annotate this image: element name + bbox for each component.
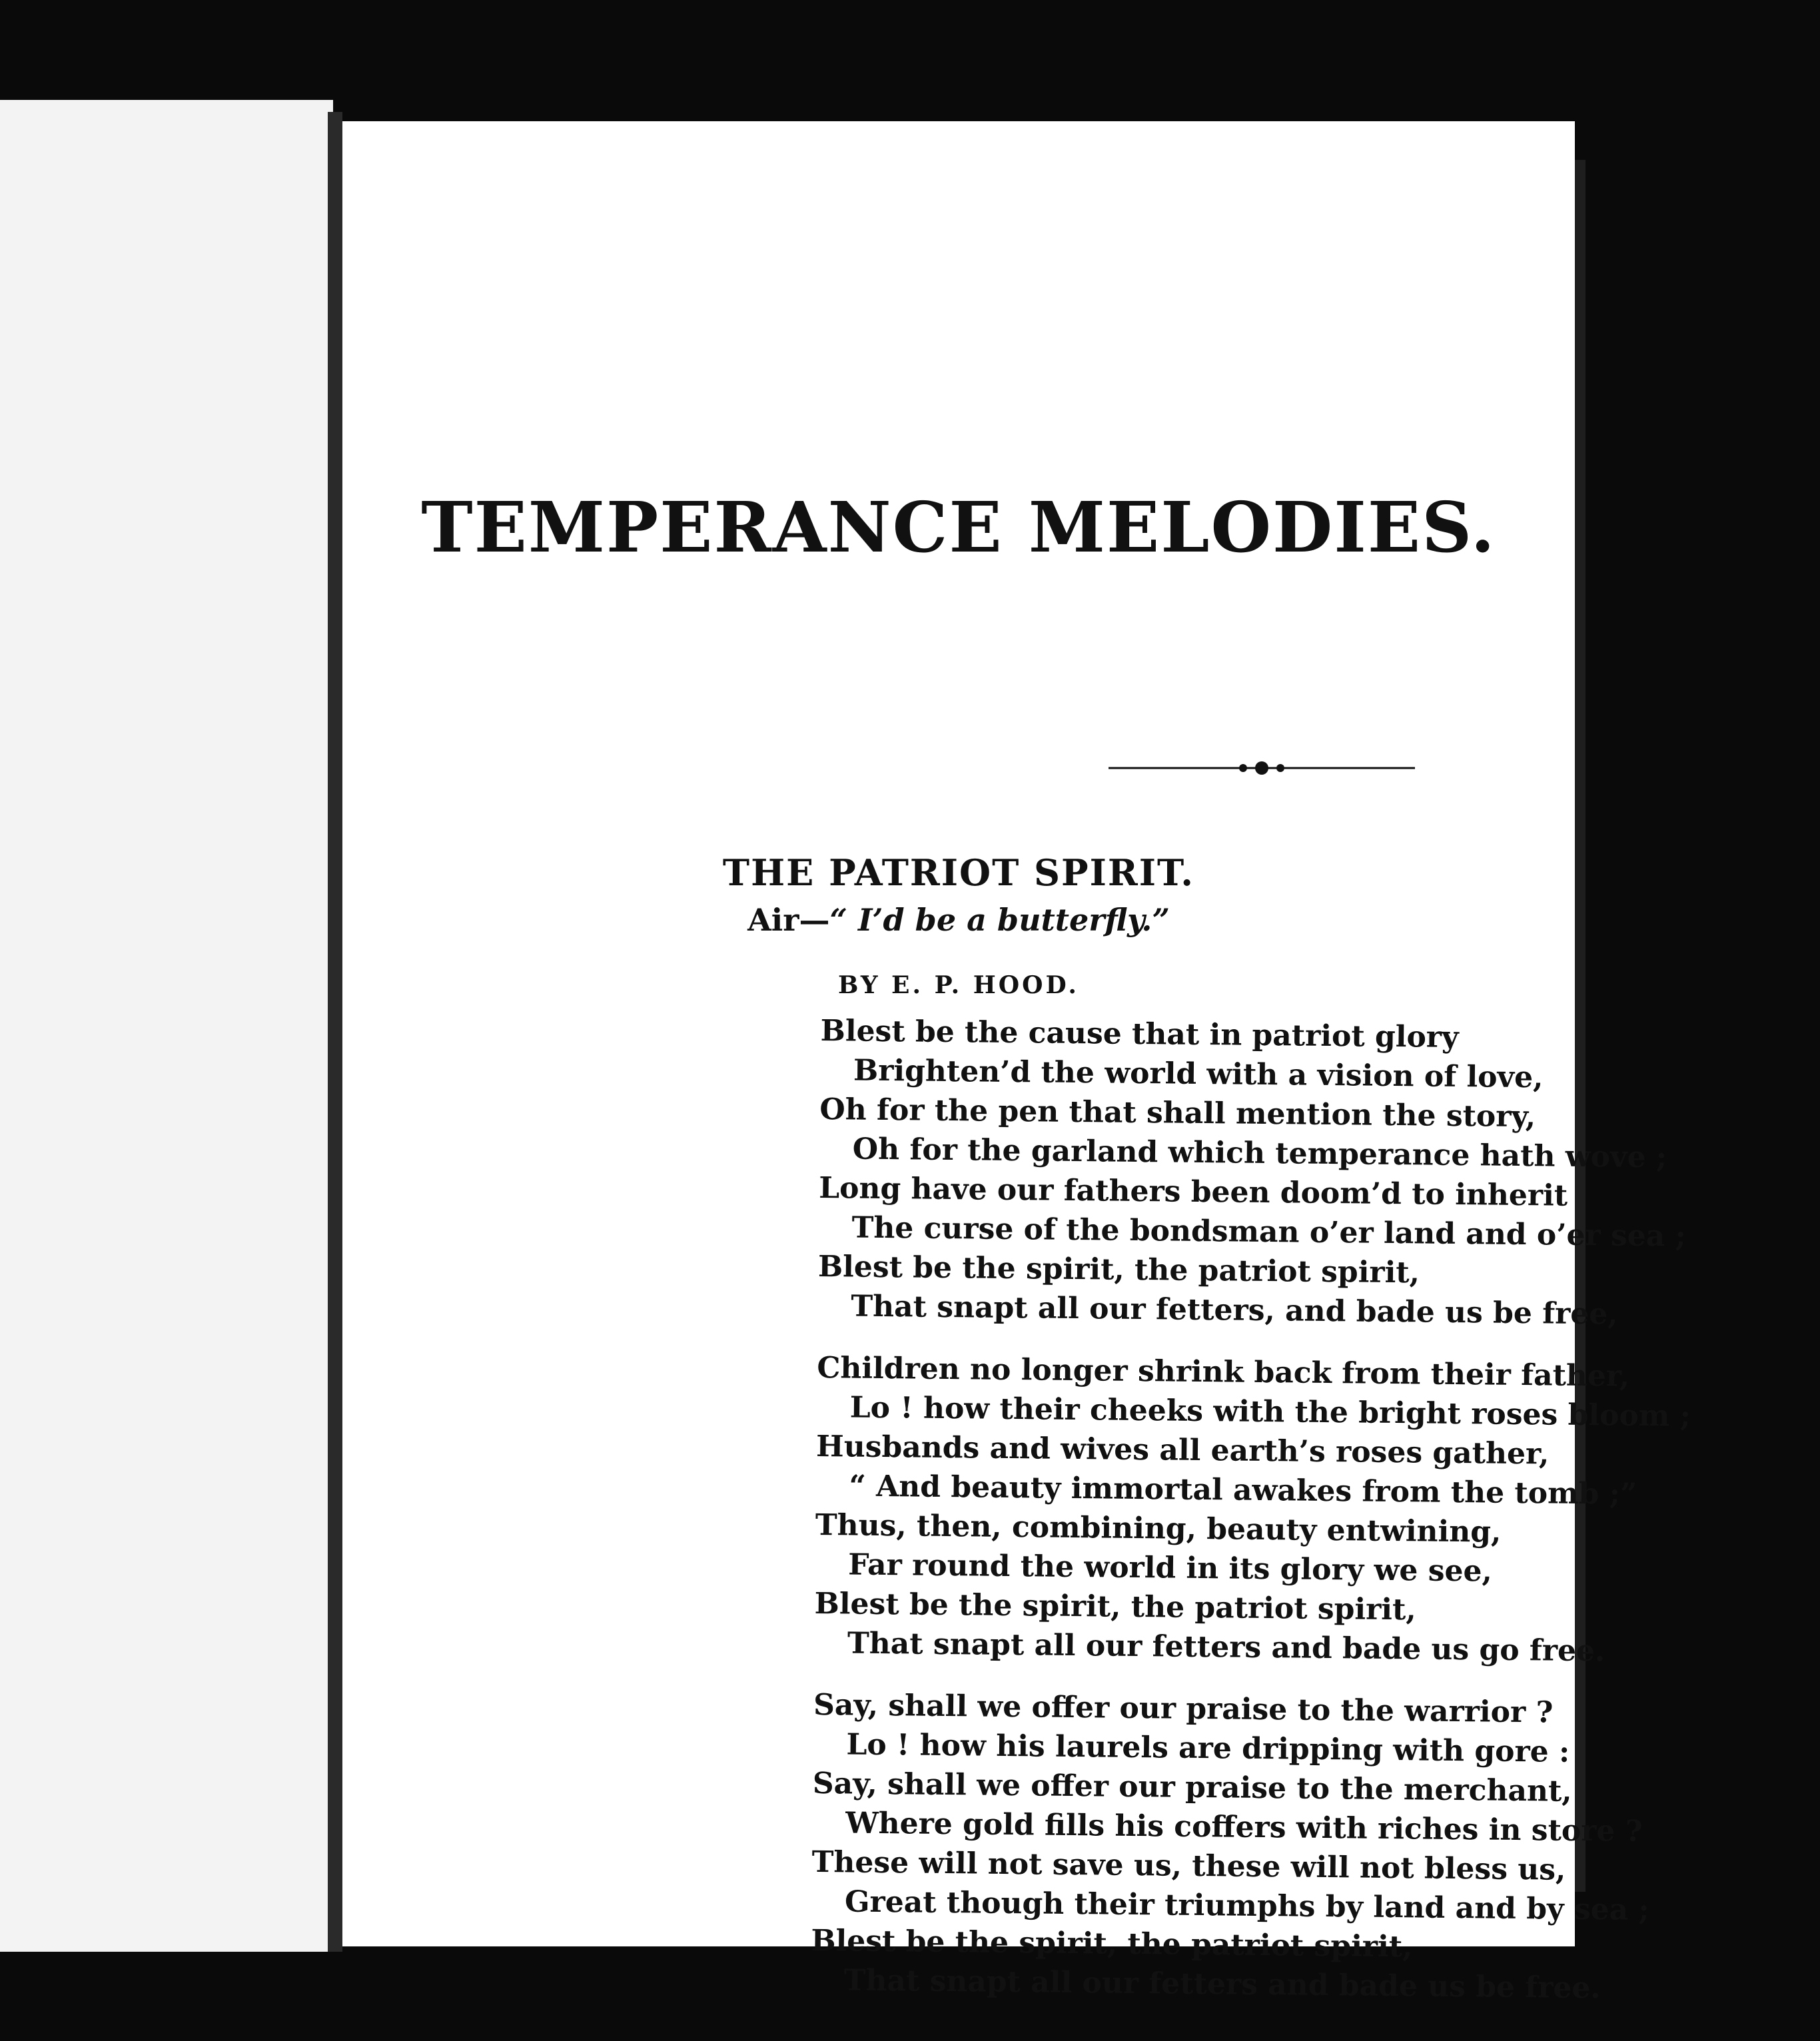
poem-line: Lo ! how their cheeks with the bright roses bloom ;	[849, 1390, 1691, 1433]
byline: BY E. P. HOOD.	[838, 971, 1079, 999]
poem-line: The curse of the bondsman o’er land and o’er sea ;	[851, 1210, 1687, 1254]
stanza	[810, 1685, 1813, 2010]
poem-line: Blest be the cause that in patriot glory	[820, 1013, 1459, 1055]
poem-line: Thus, then, combining, beauty entwining,	[815, 1507, 1502, 1549]
poem-line: That snapt all our fetters, and bade us be free,	[851, 1289, 1618, 1332]
poem-line: That snapt all our fetters and bade us go free.	[847, 1626, 1605, 1669]
poem-line: Where gold fills his coffers with riches in store ?	[845, 1806, 1643, 1848]
air-line	[342, 902, 1575, 938]
poem-line: Long have our fathers been doom’d to inherit	[818, 1170, 1568, 1213]
poem-line: “ And beauty immortal awakes from the tomb ;”	[849, 1469, 1637, 1511]
air-prefix: Air—	[747, 902, 830, 938]
poem	[810, 1011, 1820, 2033]
poem-line: Brighten’d the world with a vision of love,	[853, 1053, 1544, 1095]
ornament-divider	[1109, 758, 1415, 778]
poem-line: That snapt all our fetters and bade us be free.	[843, 1963, 1601, 2006]
book-binding	[328, 112, 342, 1952]
page-title: TEMPERANCE MELODIES.	[421, 486, 1496, 568]
song-title: THE PATRIOT SPIRIT.	[722, 851, 1195, 894]
right-page	[342, 121, 1691, 2006]
poem-line: Great though their triumphs by land and by sea ;	[844, 1884, 1649, 1928]
poem-line: Blest be the spirit, the patriot spirit,	[811, 1923, 1413, 1964]
air-tune: “ I’d be a butterfly.”	[829, 902, 1170, 938]
poem-line: These will not save us, these will not bless us,	[811, 1844, 1566, 1887]
poem-line: Far round the world in its glory we see,	[848, 1547, 1493, 1589]
poem-line: Blest be the spirit, the patriot spirit,	[817, 1249, 1420, 1290]
poem-line: Oh for the garland which temperance hath wove ;	[852, 1132, 1667, 1175]
poem-line: Oh for the pen that shall mention the story,	[819, 1092, 1536, 1134]
poem-line: Husbands and wives all earth’s roses gather,	[815, 1429, 1550, 1471]
left-page	[0, 100, 333, 1952]
poem-line: Children no longer shrink back from their father,	[817, 1350, 1630, 1394]
poem-line: Say, shall we offer our praise to the merchant,	[812, 1766, 1572, 1809]
stanza	[817, 1011, 1820, 1336]
poem-line: Blest be the spirit, the patriot spirit,	[814, 1586, 1416, 1627]
stanza	[814, 1348, 1817, 1673]
poem-line: Say, shall we offer our praise to the warrior ?	[813, 1687, 1554, 1730]
poem-line: Lo ! how his laurels are dripping with gore :	[846, 1727, 1570, 1769]
